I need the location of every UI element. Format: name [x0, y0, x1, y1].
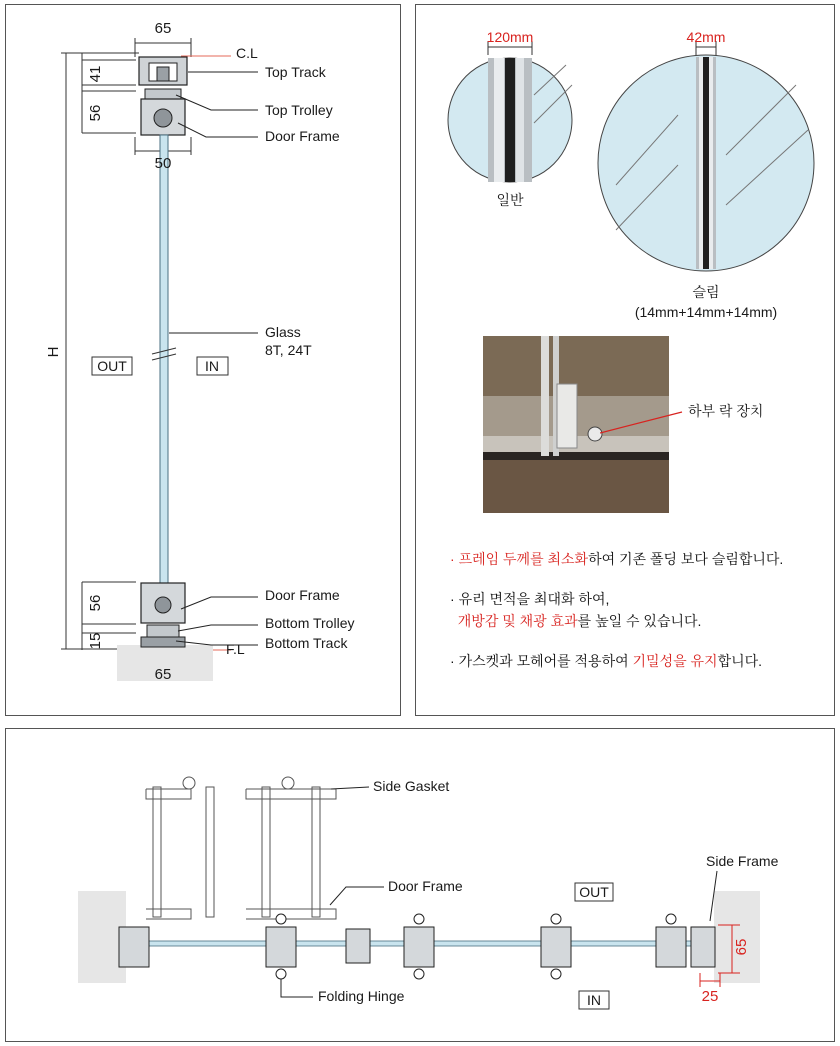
label-plan-out: OUT [579, 884, 609, 900]
slim-dim: 42mm [686, 29, 726, 45]
label-cl: C.L [236, 45, 258, 61]
plan-view-panel [5, 728, 835, 1042]
dim-trolley: 56 [87, 104, 104, 122]
label-folding-hinge: Folding Hinge [318, 988, 405, 1004]
label-side-frame: Side Frame [706, 853, 779, 869]
label-glass-spec: 8T, 24T [265, 342, 312, 358]
bottom-frame-shape [141, 583, 185, 647]
plan-drawing [6, 729, 834, 1041]
feature-list [450, 548, 820, 690]
slim-profile-circle [598, 55, 814, 271]
normal-profile-circle [448, 58, 572, 182]
plan-dim-width: 25 [701, 988, 719, 1005]
slim-spec: (14mm+14mm+14mm) [634, 304, 778, 320]
lock-label: 하부 락 장치 [688, 403, 764, 419]
dim-bottom-frame: 56 [87, 594, 104, 612]
label-side-gasket: Side Gasket [373, 778, 450, 794]
normal-label: 일반 [496, 192, 524, 208]
feature-item: · 프레임 두께를 최소화하여 기존 폴딩 보다 슬림합니다. [450, 551, 784, 567]
section-drawing [6, 5, 400, 715]
label-door-frame-bottom: Door Frame [265, 587, 340, 603]
profile-comparison [416, 5, 834, 335]
dim-frame-width: 50 [154, 155, 172, 172]
label-top-trolley: Top Trolley [265, 102, 333, 118]
feature-item: · 유리 면적을 최대화 하여, 개방감 및 채광 효과를 높일 수 있습니다. [450, 591, 702, 629]
label-door-frame: Door Frame [388, 878, 463, 894]
label-glass: Glass [265, 324, 301, 340]
label-plan-in: IN [587, 992, 601, 1008]
feature-item: · 가스켓과 모헤어를 적용하여 기밀성을 유지합니다. [450, 653, 763, 669]
dim-height: H [45, 346, 62, 358]
door-frames [119, 927, 715, 967]
right-wall [714, 891, 760, 983]
plan-dim-height: 65 [733, 938, 750, 956]
glass-pane [160, 135, 168, 583]
dim-top-width: 65 [154, 20, 172, 37]
label-door-frame-top: Door Frame [265, 128, 340, 144]
label-top-track: Top Track [265, 64, 326, 80]
label-out: OUT [97, 358, 127, 374]
label-bottom-track: Bottom Track [265, 635, 348, 651]
dim-bottom-width: 65 [154, 666, 172, 683]
label-fl: F.L [226, 641, 245, 657]
label-in: IN [205, 358, 219, 374]
section-view-panel [5, 4, 401, 716]
lock-label-group [600, 395, 830, 435]
slim-label: 슬림 [692, 284, 720, 300]
dim-top-track: 41 [87, 65, 104, 83]
normal-dim: 120mm [486, 29, 534, 45]
top-track-shape [139, 57, 187, 85]
folded-panels [146, 777, 336, 919]
dim-bottom-track: 15 [87, 632, 104, 650]
label-bottom-trolley: Bottom Trolley [265, 615, 355, 631]
